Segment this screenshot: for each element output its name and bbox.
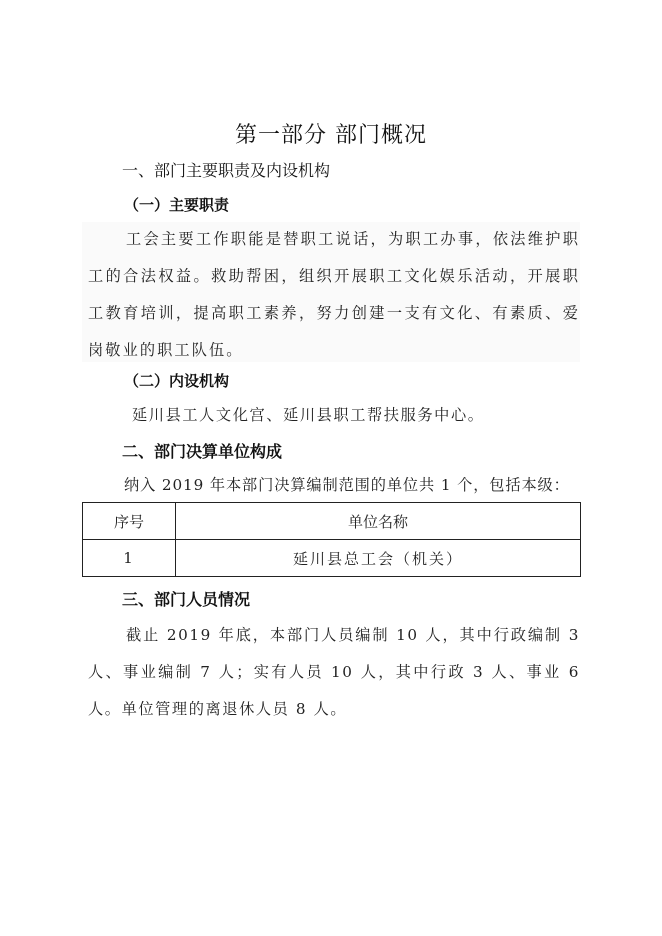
page-title: 第一部分 部门概况 [235,123,427,148]
staff-paragraph: 截止 2019 年底，本部门人员编制 10 人，其中行政编制 3 人、事业编制 7 人；实有人员 10 人，其中行政 3 人、事业 6 人。单位管理的离退休人员 8 人。 [88,626,580,718]
table-row [83,540,581,577]
cell-index: 1 [83,540,176,577]
units-intro-text: 纳入 2019 年本部门决算编制范围的单位共 1 个，包括本级： [124,476,570,494]
section-heading-units: 二、部门决算单位构成 [122,442,283,461]
subheading-internal-structure: （二）内设机构 [124,372,230,390]
subheading-main-duties: （一）主要职责 [124,196,230,214]
internal-structure-text: 延川县工人文化宫、延川县职工帮扶服务中心。 [132,406,485,424]
table-header-row [83,503,581,540]
section-heading-duties: 一、部门主要职责及内设机构 [122,161,331,180]
units-table [82,502,581,577]
cell-unit-name: 延川县总工会（机关） [176,540,581,577]
column-header-unit-name: 单位名称 [176,503,581,540]
duties-paragraph: 工会主要工作职能是替职工说话，为职工办事，依法维护职工的合法权益。救助帮困，组织开展职工文化娱乐活动，开展职工教育培训，提高职工素养，努力创建一支有文化、有素质、爱岗敬业的职工队伍。 [88,230,580,359]
column-header-index: 序号 [83,503,176,540]
section-heading-staff: 三、部门人员情况 [122,590,251,609]
